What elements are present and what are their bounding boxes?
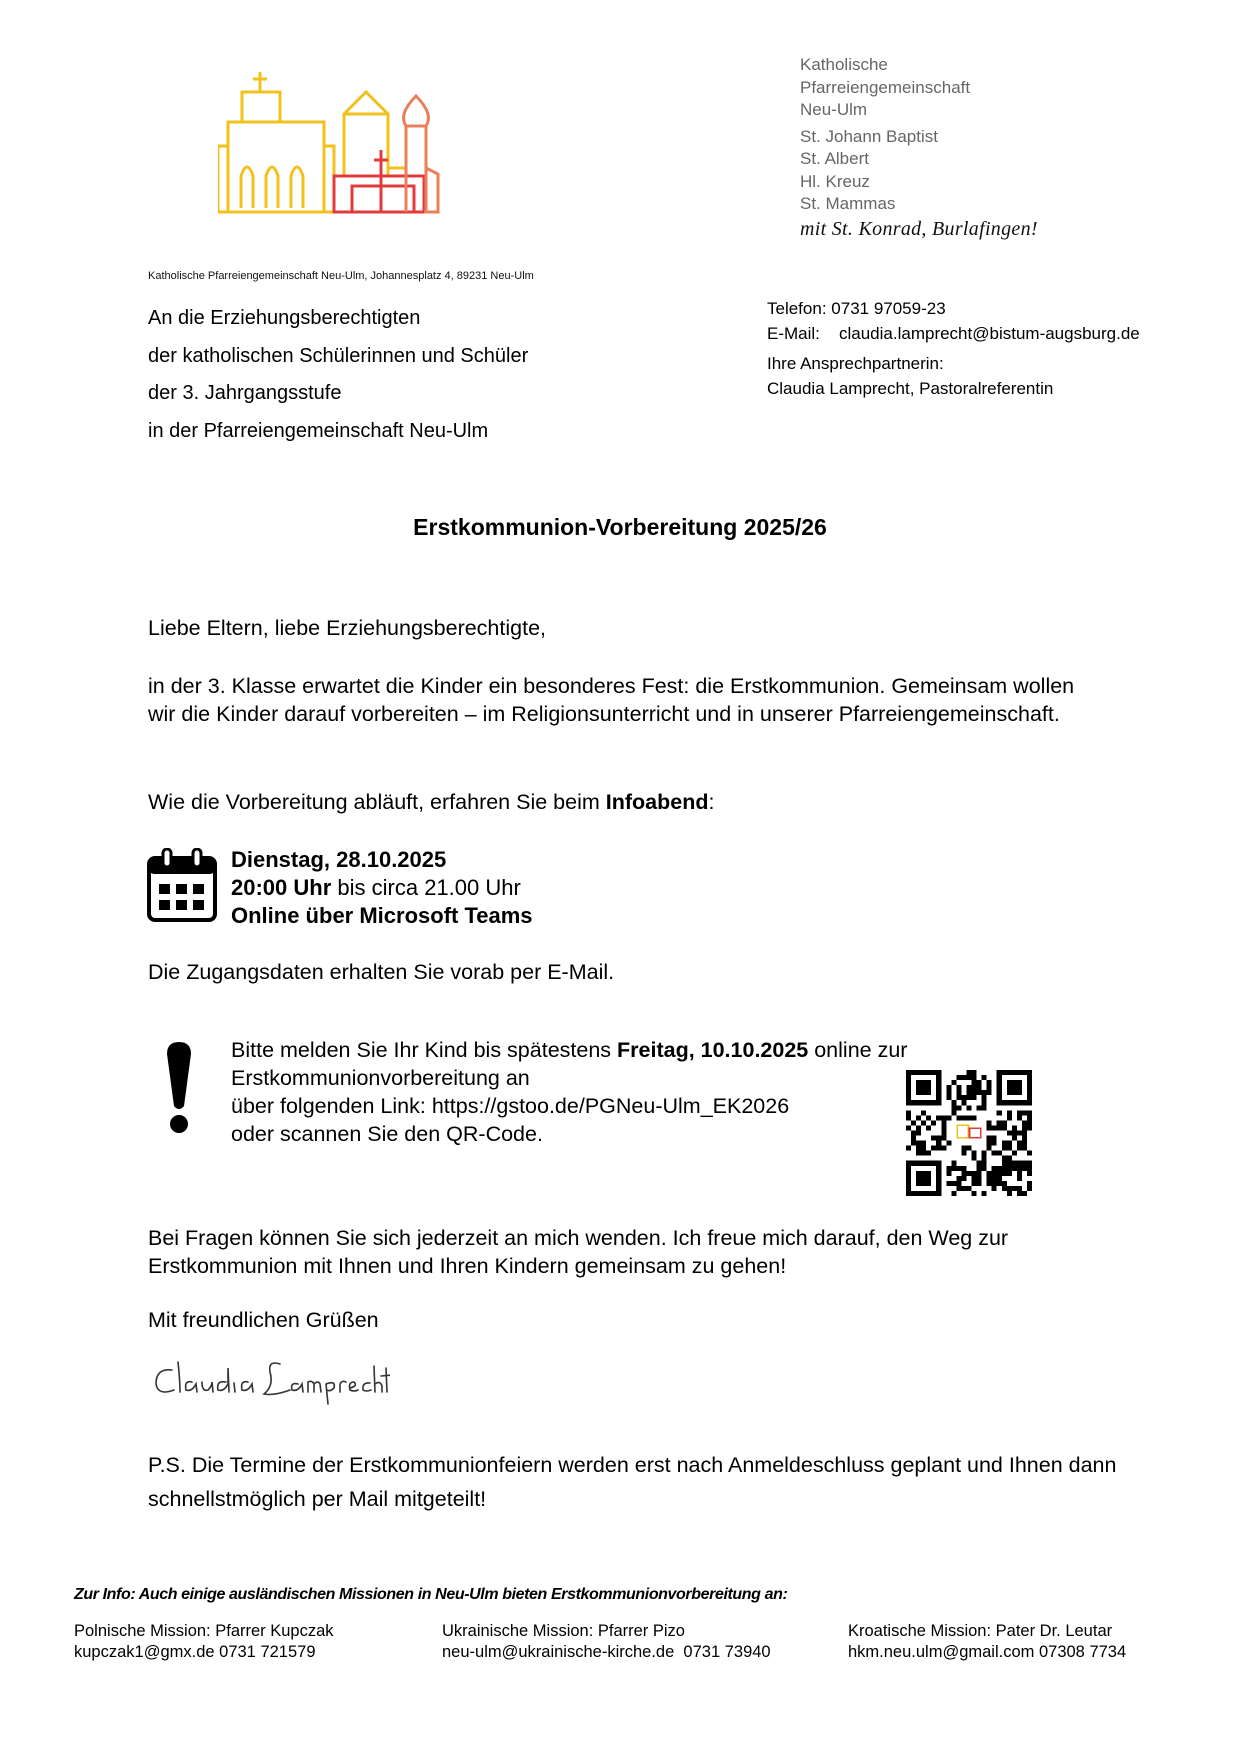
recipient-block: [148, 300, 528, 450]
mission-ukrainian: [442, 1621, 771, 1663]
org-line: Neu-Ulm: [800, 100, 868, 119]
info-text: Wie die Vorbereitung abläuft, erfahren Sie beim: [148, 790, 606, 814]
contact-block: [767, 296, 1140, 401]
email-label: E-Mail:: [767, 324, 820, 343]
recipient-line: in der Pfarreiengemeinschaft Neu-Ulm: [148, 419, 489, 442]
recipient-line: der 3. Jahrgangsstufe: [148, 382, 342, 404]
access-note: Die Zugangsdaten erhalten Sie vorab per E-Mail.: [148, 960, 615, 984]
event-details: [231, 846, 533, 930]
postscript: P.S. Die Termine der Erstkommunionfeiern werden erst nach Anmeldeschluss geplant und Ihnen dann schnellstmöglich per Mail mitgeteilt!: [148, 1453, 1117, 1511]
sender-address: Katholische Pfarreiengemeinschaft Neu-Ulm, Johannesplatz 4, 89231 Neu-Ulm: [148, 270, 534, 282]
contact-person-label: Ihre Ansprechpartnerin:: [767, 354, 944, 373]
event-location: Online über Microsoft Teams: [231, 903, 533, 928]
registration-text: Erstkommunionvorbereitung an: [231, 1066, 530, 1090]
event-date: Dienstag, 28.10.2025: [231, 847, 447, 872]
mission-contact: neu-ulm@ukrainische-kirche.de 0731 73940: [442, 1643, 771, 1661]
closing-regards: Mit freundlichen Grüßen: [148, 1308, 379, 1332]
contact-person: Claudia Lamprecht, Pastoralreferentin: [767, 379, 1054, 398]
intro-paragraph: in der 3. Klasse erwartet die Kinder ein besonderes Fest: die Erstkommunion. Gemeinsam wollen wir die Kinder darauf vorbereiten – im Religionsunterricht und in unserer Pfarreiengemeinschaft.: [148, 674, 1075, 726]
org-name-block: [800, 54, 970, 216]
registration-text: online zur: [808, 1038, 908, 1062]
page-title: Erstkommunion-Vorbereitung 2025/26: [413, 514, 827, 540]
mission-contact: hkm.neu.ulm@gmail.com 07308 7734: [848, 1643, 1127, 1661]
parish-name: Hl. Kreuz: [800, 171, 870, 191]
mission-polish: [74, 1621, 334, 1663]
org-line: Pfarreiengemeinschaft: [800, 77, 971, 97]
mission-name: Kroatische Mission: Pater Dr. Leutar: [848, 1622, 1113, 1640]
registration-text: Bitte melden Sie Ihr Kind bis spätestens: [231, 1038, 618, 1062]
registration-text: über folgenden Link:: [231, 1094, 432, 1118]
registration-block: [231, 1036, 907, 1148]
org-line: Katholische: [800, 55, 888, 74]
mission-name: Polnische Mission: Pfarrer Kupczak: [74, 1622, 334, 1640]
registration-text: oder scannen Sie den QR-Code.: [231, 1122, 543, 1146]
registration-deadline: Freitag, 10.10.2025: [617, 1038, 809, 1062]
info-suffix: :: [708, 790, 715, 814]
event-time-end: bis circa 21.00 Uhr: [331, 875, 521, 900]
church-skyline-logo: [218, 68, 458, 218]
email-link[interactable]: claudia.lamprecht@bistum-augsburg.de: [839, 324, 1140, 343]
recipient-line: der katholischen Schülerinnen und Schüler: [148, 344, 529, 367]
parish-name: St. Albert: [800, 149, 869, 168]
calendar-icon: [146, 848, 218, 924]
phone-label: Telefon:: [767, 299, 827, 318]
tagline: mit St. Konrad, Burlafingen!: [800, 218, 1038, 240]
info-evening-label: Infoabend: [605, 790, 709, 814]
questions-paragraph: Bei Fragen können Sie sich jederzeit an mich wenden. Ich freue mich darauf, den Weg zur Erstkommunion mit Ihnen und Ihren Kindern gemeinsam zu gehen!: [148, 1226, 1009, 1278]
recipient-line: An die Erziehungsberechtigten: [148, 307, 421, 329]
qr-code[interactable]: [906, 1070, 1032, 1196]
signature: [150, 1350, 390, 1410]
mission-name: Ukrainische Mission: Pfarrer Pizo: [442, 1622, 685, 1640]
phone-number: 0731 97059-23: [831, 299, 946, 318]
info-line: [148, 788, 1108, 816]
footer-title: Zur Info: Auch einige ausländischen Missionen in Neu-Ulm bieten Erstkommunionvorbereitung an:: [74, 1586, 788, 1603]
parish-name: St. Johann Baptist: [800, 126, 938, 146]
exclamation-icon: [164, 1042, 194, 1134]
mission-croatian: [848, 1621, 1126, 1663]
mission-contact: kupczak1@gmx.de 0731 721579: [74, 1643, 316, 1661]
greeting: Liebe Eltern, liebe Erziehungsberechtigte,: [148, 616, 547, 640]
parish-name: St. Mammas: [800, 194, 896, 213]
registration-link[interactable]: https://gstoo.de/PGNeu-Ulm_EK2026: [431, 1094, 790, 1118]
event-time-start: 20:00 Uhr: [231, 875, 332, 900]
